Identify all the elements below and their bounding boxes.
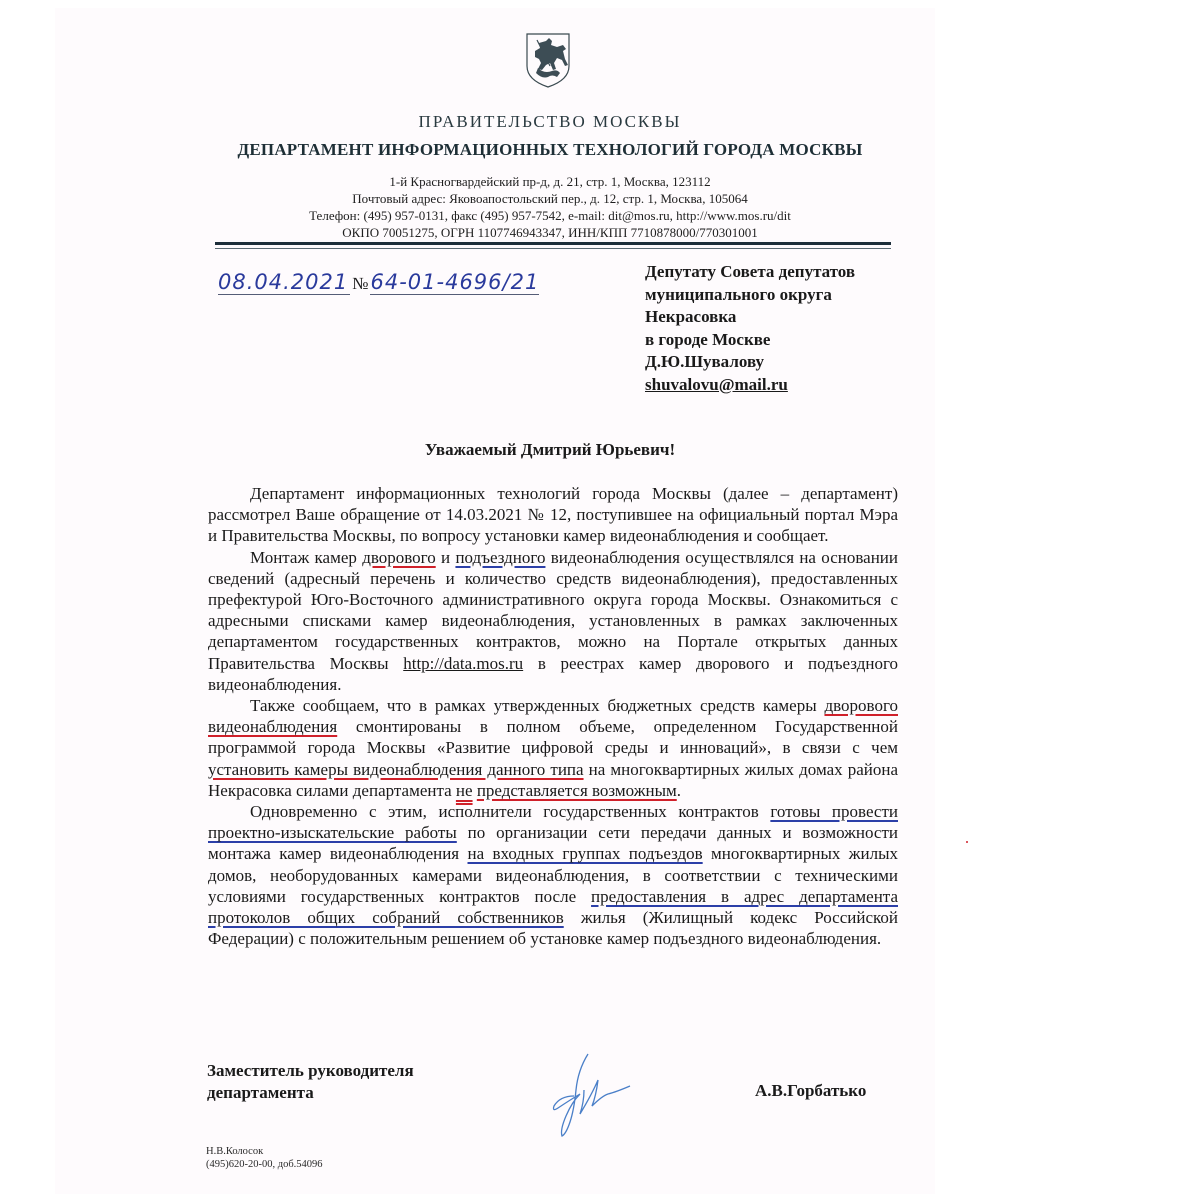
red-underlined-text: дворового видеонаблюдения — [208, 696, 898, 737]
red-underlined-text: дворового — [362, 547, 436, 567]
text: Монтаж камер — [250, 547, 363, 567]
signer-name: А.В.Горбатько — [755, 1081, 867, 1100]
salutation: Уважаемый Дмитрий Юрьевич! — [424, 440, 676, 459]
red-underlined-text: установить камеры видеонаблюдения данного типа — [208, 759, 584, 779]
recipient-line: Депутату Совета депутатов — [645, 262, 856, 281]
text: жилья (Жилищный кодекс Российской Федерации) с положительным решением об установке камер подъездного видеонаблюдения. — [208, 908, 898, 949]
handwritten-signature-icon — [540, 1050, 640, 1140]
department-title: ДЕПАРТАМЕНТ ИНФОРМАЦИОННЫХ ТЕХНОЛОГИЙ ГОРОДА МОСКВЫ — [237, 140, 863, 159]
registration-date: 08.04.2021 — [218, 270, 349, 294]
moscow-coat-of-arms-icon — [524, 32, 572, 88]
header-rule-thin — [215, 248, 891, 249]
government-title: ПРАВИТЕЛЬСТВО МОСКВЫ — [418, 112, 682, 131]
double-red-underlined-text: не — [455, 780, 473, 800]
text: Также сообщаем, что в рамках утвержденных бюджетных средств камеры — [250, 696, 825, 716]
registration-codes-line: ОКПО 70051275, ОГРН 1107746943347, ИНН/КПП 7710878000/770301001 — [342, 225, 758, 240]
executor-phone: (495)620-20-00, доб.54096 — [206, 1159, 323, 1170]
blue-underlined-text: готовы провести проектно-изыскательские работы — [208, 802, 898, 843]
blue-underlined-text: предоставления в адрес департамента протоколов общих собраний собственников — [208, 886, 898, 928]
signer-position-line: Заместитель руководителя — [207, 1061, 414, 1080]
text: Одновременно с этим, исполнители государственных контрактов — [250, 802, 771, 822]
paragraph-4 — [208, 801, 898, 949]
open-data-link[interactable]: http://data.mos.ru — [403, 653, 524, 673]
text: видеонаблюдения осуществлялся на основании сведений (адресный перечень и количество средств видеонаблюдения), предоставленных префектурой Юго-Восточного административного округа города Москвы. Ознакомиться с адресными списками камер видеонаблюдения, установленных в рамках заключенных департаментом государственных контрактов, можно на Портале открытых данных Правительства Москвы — [208, 547, 898, 673]
text: по организации сети передачи данных и возможности монтажа камер видеонаблюдения — [208, 823, 898, 864]
number-sign: № — [352, 274, 369, 293]
signer-position — [207, 1060, 414, 1104]
recipient-line: Некрасовка — [645, 307, 737, 326]
signer-position-line: департамента — [207, 1083, 314, 1102]
registration-stamp — [218, 270, 539, 294]
text: смонтированы в полном объеме, определенном Государственной программой города Москвы «Развитие цифровой среды и инноваций», в связи с чем — [208, 717, 898, 758]
text: на многоквартирных жилых домах района Некрасовка силами департамента — [208, 759, 898, 800]
recipient-line: муниципального округа — [645, 284, 832, 304]
recipient-name: Д.Ю.Шувалову — [645, 352, 765, 371]
address-line: 1-й Красногвардейский пр-д, д. 21, стр. 1, Москва, 123112 — [389, 174, 711, 189]
executor-block — [206, 1145, 323, 1171]
paragraph-2 — [208, 547, 898, 695]
letter-body — [208, 483, 898, 949]
registration-number: 64-01-4696/21 — [370, 270, 540, 294]
paragraph-3 — [208, 695, 898, 801]
blue-underlined-text: на входных группах подъездов — [467, 844, 703, 864]
contacts-line: Телефон: (495) 957-0131, факс (495) 957-7542, e-mail: dit@mos.ru, http://www.mos.ru/dit — [309, 208, 791, 223]
blue-underlined-text: подъездного — [455, 547, 546, 567]
recipient-email-link[interactable]: shuvalovu@mail.ru — [645, 374, 788, 394]
text: многоквартирных жилых домов, необорудованных камерами видеонаблюдения, в соответствии с техническими условиями государственных контрактов после — [208, 844, 898, 906]
header-rule-thick — [215, 242, 891, 245]
red-ink-mark — [966, 841, 968, 843]
text: . — [676, 780, 682, 800]
recipient-block — [645, 261, 855, 396]
text: в реестрах камер дворового и подъездного видеонаблюдения. — [208, 653, 898, 694]
paragraph-1: Департамент информационных технологий города Москвы (далее – департамент) рассмотрел Ваше обращение от 14.03.2021 № 12, поступившее на официальный портал Мэра и Правительства Москвы, по вопросу установки камер видеонаблюдения и сообщает. — [208, 484, 898, 546]
text: и — [435, 547, 456, 567]
red-underlined-text: представляется возможным — [476, 780, 677, 800]
postal-address-line: Почтовый адрес: Яковоапостольский пер., д. 12, стр. 1, Москва, 105064 — [352, 191, 748, 206]
executor-name: Н.В.Колосок — [206, 1146, 264, 1157]
recipient-line: в городе Москве — [645, 329, 771, 349]
